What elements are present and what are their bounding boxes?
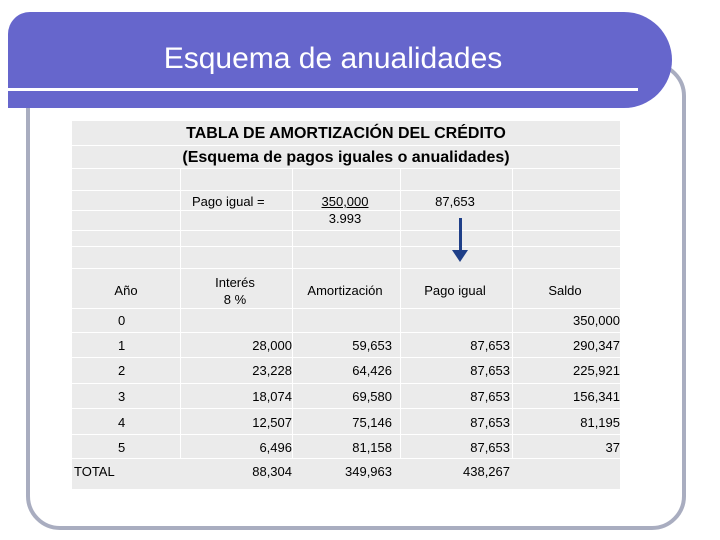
amortization-cell: 75,146 — [352, 415, 392, 430]
header-amortization: Amortización — [307, 283, 383, 298]
grid-line-vertical — [180, 168, 181, 458]
grid-line-horizontal — [72, 357, 620, 358]
balance-cell: 37 — [605, 440, 620, 455]
amortization-cell: 64,426 — [352, 363, 392, 378]
header-year: Año — [114, 283, 138, 298]
table-title-line-2: (Esquema de pagos iguales o anualidades) — [182, 149, 510, 166]
balance-cell: 350,000 — [573, 313, 620, 328]
year-cell: 4 — [118, 415, 126, 430]
amortization-cell: 81,158 — [352, 440, 392, 455]
payment-value: 87,653 — [435, 194, 475, 209]
interest-cell: 28,000 — [252, 338, 292, 353]
slide-title: Esquema de anualidades — [163, 42, 503, 75]
year-cell: 0 — [118, 313, 126, 328]
grid-line-vertical — [292, 168, 293, 458]
interest-cell: 18,074 — [252, 389, 292, 404]
balance-cell: 156,341 — [573, 389, 620, 404]
grid-line-horizontal — [72, 308, 620, 309]
header-interest: Interés — [215, 275, 255, 290]
grid-line-vertical — [400, 168, 401, 458]
table-title-line-1: TABLA DE AMORTIZACIÓN DEL CRÉDITO — [186, 125, 506, 142]
total-payment: 438,267 — [463, 464, 510, 479]
header-balance: Saldo — [548, 283, 582, 298]
payment-cell: 87,653 — [470, 415, 510, 430]
grid-line-horizontal — [72, 458, 620, 459]
year-cell: 2 — [118, 363, 126, 378]
grid-line-horizontal — [72, 383, 620, 384]
year-cell: 3 — [118, 389, 126, 404]
year-cell: 5 — [118, 440, 126, 455]
grid-line-vertical — [512, 168, 513, 458]
grid-line-horizontal — [72, 246, 620, 247]
payment-cell: 87,653 — [470, 363, 510, 378]
grid-line-horizontal — [72, 168, 620, 169]
amortization-cell: 59,653 — [352, 338, 392, 353]
principal-value: 350,000 — [321, 194, 369, 209]
total-label: TOTAL — [74, 464, 115, 479]
header-payment: Pago igual — [424, 283, 486, 298]
header-interest-rate: 8 % — [223, 292, 247, 307]
pago-igual-label: Pago igual = — [192, 194, 265, 209]
grid-line-horizontal — [72, 145, 620, 146]
payment-cell: 87,653 — [470, 440, 510, 455]
interest-cell: 12,507 — [252, 415, 292, 430]
grid-line-horizontal — [72, 230, 620, 231]
total-amortization: 349,963 — [345, 464, 392, 479]
grid-line-horizontal — [72, 408, 620, 409]
balance-cell: 81,195 — [580, 415, 620, 430]
payment-cell: 87,653 — [470, 338, 510, 353]
title-underline — [8, 88, 638, 91]
interest-cell: 6,496 — [259, 440, 292, 455]
grid-line-horizontal — [72, 332, 620, 333]
balance-cell: 290,347 — [573, 338, 620, 353]
total-interest: 88,304 — [252, 464, 292, 479]
annuity-factor: 3.993 — [328, 211, 362, 226]
grid-line-horizontal — [72, 190, 620, 191]
interest-cell: 23,228 — [252, 363, 292, 378]
balance-cell: 225,921 — [573, 363, 620, 378]
payment-cell: 87,653 — [470, 389, 510, 404]
amortization-cell: 69,580 — [352, 389, 392, 404]
grid-line-horizontal — [72, 268, 620, 269]
grid-line-horizontal — [72, 434, 620, 435]
year-cell: 1 — [118, 338, 126, 353]
